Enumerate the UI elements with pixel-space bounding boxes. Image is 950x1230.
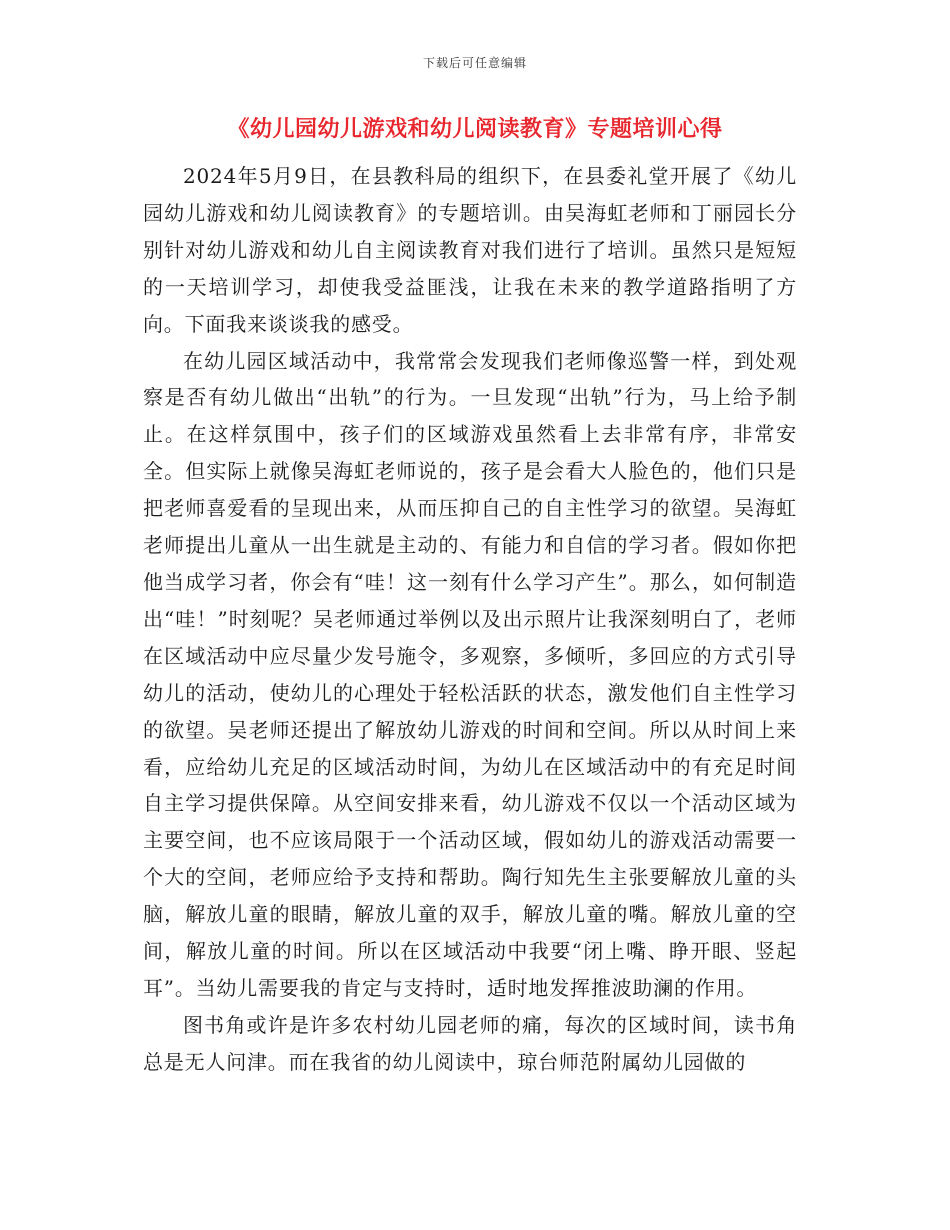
paragraph: 图书角或许是许多农村幼儿园老师的痛，每次的区域时间，读书角总是无人问津。而在我省的幼儿阅读中，琼台师范附属幼儿园做的 (143, 1012, 797, 1074)
document-title: 《幼儿园幼儿游戏和幼儿阅读教育》专题培训心得 (227, 116, 723, 142)
paragraph: 在幼儿园区域活动中，我常常会发现我们老师像巡警一样，到处观察是否有幼儿做出“出轨”的行为。一旦发现“出轨”行为，马上给予制止。在这样氛围中，孩子们的区域游戏虽然看上去非常有序，非常安全。但实际上就像吴海虹老师说的，孩子是会看大人脸色的，他们只是把老师喜爱看的呈现出来，从而压抑自己的自主性学习的欲望。吴海虹老师提出儿童从一出生就是主动的、有能力和自信的学习者。假如你把他当成学习者，你会有“哇！这一刻有什么学习产生”。那么，如何制造出“哇！”时刻呢？吴老师通过举例以及出示照片让我深刻明白了，老师在区域活动中应尽量少发号施令，多观察，多倾听，多回应的方式引导幼儿的活动，使幼儿的心理处于轻松活跃的状态，激发他们自主性学习的欲望。吴老师还提出了解放幼儿游戏的时间和空间。所以从时间上来看，应给幼儿充足的区域活动时间，为幼儿在区域活动中的有充足时间自主学习提供保障。从空间安排来看，幼儿游戏不仅以一个活动区域为主要空间，也不应该局限于一个活动区域，假如幼儿的游戏活动需要一个大的空间，老师应给予支持和帮助。陶行知先生主张要解放儿童的头脑，解放儿童的眼睛，解放儿童的双手，解放儿童的嘴。解放儿童的空间，解放儿童的时间。所以在区域活动中我要“闭上嘴、睁开眼、竖起耳”。当幼儿需要我的肯定与支持时，适时地发挥推波助澜的作用。 (143, 348, 797, 1000)
document-body (143, 158, 797, 1081)
header-note: 下载后可任意编辑 (422, 56, 527, 70)
paragraph: 2024年5月9日，在县教科局的组织下，在县委礼堂开展了《幼儿园幼儿游戏和幼儿阅读教育》的专题培训。由吴海虹老师和丁丽园长分别针对幼儿游戏和幼儿自主阅读教育对我们进行了培训。虽然只是短短的一天培训学习，却使我受益匪浅，让我在未来的教学道路指明了方向。下面我来谈谈我的感受。 (143, 164, 797, 336)
